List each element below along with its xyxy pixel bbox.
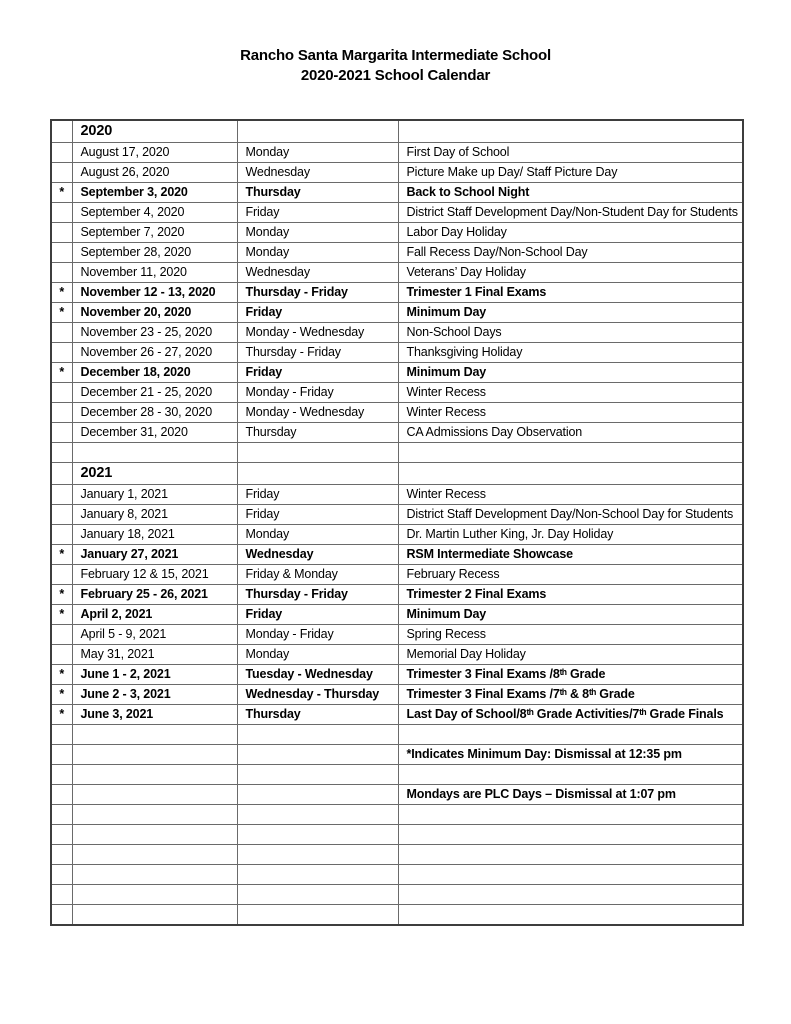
star-cell: * [51, 605, 72, 625]
star-cell [51, 565, 72, 585]
star-cell: * [51, 685, 72, 705]
calendar-row [51, 243, 743, 263]
event-cell: Trimester 2 Final Exams [398, 585, 743, 605]
empty-row [51, 865, 743, 885]
calendar-row [51, 605, 743, 625]
day-cell [237, 865, 398, 885]
date-cell: January 18, 2021 [72, 525, 237, 545]
star-cell [51, 645, 72, 665]
date-cell [72, 725, 237, 745]
empty-row [51, 885, 743, 905]
event-cell: Memorial Day Holiday [398, 645, 743, 665]
day-cell [237, 463, 398, 485]
event-cell [398, 120, 743, 143]
date-cell: September 3, 2020 [72, 183, 237, 203]
star-cell [51, 485, 72, 505]
day-cell: Wednesday [237, 545, 398, 565]
day-cell: Wednesday - Thursday [237, 685, 398, 705]
calendar-row [51, 163, 743, 183]
calendar-row [51, 665, 743, 685]
date-cell: January 1, 2021 [72, 485, 237, 505]
calendar-row [51, 323, 743, 343]
date-cell: June 2 - 3, 2021 [72, 685, 237, 705]
event-cell [398, 765, 743, 785]
event-cell [398, 865, 743, 885]
date-cell: November 11, 2020 [72, 263, 237, 283]
day-cell: Friday & Monday [237, 565, 398, 585]
star-cell [51, 323, 72, 343]
day-cell [237, 120, 398, 143]
event-cell: Dr. Martin Luther King, Jr. Day Holiday [398, 525, 743, 545]
calendar-row [51, 403, 743, 423]
day-cell [237, 765, 398, 785]
day-cell: Tuesday - Wednesday [237, 665, 398, 685]
event-cell: Spring Recess [398, 625, 743, 645]
star-cell: * [51, 363, 72, 383]
event-cell [398, 825, 743, 845]
event-cell: Trimester 3 Final Exams /8ᵗʰ Grade [398, 665, 743, 685]
date-cell: December 21 - 25, 2020 [72, 383, 237, 403]
event-cell [398, 463, 743, 485]
calendar-row [51, 565, 743, 585]
star-cell [51, 805, 72, 825]
calendar-row [51, 343, 743, 363]
empty-row [51, 805, 743, 825]
calendar-row [51, 223, 743, 243]
day-cell: Thursday [237, 423, 398, 443]
day-cell [237, 885, 398, 905]
star-cell [51, 525, 72, 545]
event-cell: Veterans’ Day Holiday [398, 263, 743, 283]
event-cell: District Staff Development Day/Non-School Day for Students [398, 505, 743, 525]
date-cell: November 12 - 13, 2020 [72, 283, 237, 303]
star-cell [51, 845, 72, 865]
date-cell: April 2, 2021 [72, 605, 237, 625]
day-cell: Wednesday [237, 163, 398, 183]
day-cell [237, 905, 398, 926]
day-cell [237, 825, 398, 845]
star-cell [51, 745, 72, 765]
star-cell [51, 383, 72, 403]
day-cell [237, 745, 398, 765]
event-cell: Winter Recess [398, 485, 743, 505]
star-cell [51, 765, 72, 785]
calendar-row [51, 625, 743, 645]
star-cell: * [51, 705, 72, 725]
event-cell [398, 905, 743, 926]
calendar-table-body [51, 120, 743, 925]
date-cell: December 18, 2020 [72, 363, 237, 383]
day-cell: Monday - Friday [237, 625, 398, 645]
star-cell [51, 203, 72, 223]
calendar-row [51, 705, 743, 725]
date-cell: April 5 - 9, 2021 [72, 625, 237, 645]
calendar-row [51, 685, 743, 705]
star-cell: * [51, 665, 72, 685]
document-header [0, 0, 791, 86]
empty-row [51, 825, 743, 845]
star-cell [51, 825, 72, 845]
star-cell [51, 865, 72, 885]
date-cell: November 20, 2020 [72, 303, 237, 323]
empty-row [51, 443, 743, 463]
calendar-row [51, 505, 743, 525]
calendar-row [51, 203, 743, 223]
calendar-row [51, 383, 743, 403]
day-cell: Friday [237, 303, 398, 323]
event-cell: Minimum Day [398, 605, 743, 625]
event-cell: Picture Make up Day/ Staff Picture Day [398, 163, 743, 183]
star-cell [51, 343, 72, 363]
event-cell: Winter Recess [398, 383, 743, 403]
calendar-row [51, 283, 743, 303]
event-cell: Mondays are PLC Days – Dismissal at 1:07 pm [398, 785, 743, 805]
event-cell: CA Admissions Day Observation [398, 423, 743, 443]
year-header-row [51, 120, 743, 143]
day-cell [237, 845, 398, 865]
date-cell: February 25 - 26, 2021 [72, 585, 237, 605]
event-cell: *Indicates Minimum Day: Dismissal at 12:35 pm [398, 745, 743, 765]
date-cell [72, 885, 237, 905]
date-cell [72, 745, 237, 765]
event-cell: RSM Intermediate Showcase [398, 545, 743, 565]
event-cell: Trimester 1 Final Exams [398, 283, 743, 303]
star-cell [51, 120, 72, 143]
calendar-row [51, 183, 743, 203]
event-cell [398, 725, 743, 745]
day-cell: Monday [237, 525, 398, 545]
calendar-row [51, 585, 743, 605]
day-cell: Monday - Wednesday [237, 403, 398, 423]
star-cell [51, 263, 72, 283]
event-cell: Non-School Days [398, 323, 743, 343]
date-cell: June 3, 2021 [72, 705, 237, 725]
event-cell [398, 885, 743, 905]
star-cell [51, 463, 72, 485]
date-cell [72, 785, 237, 805]
star-cell [51, 443, 72, 463]
date-cell [72, 443, 237, 463]
note-row [51, 785, 743, 805]
note-row [51, 745, 743, 765]
empty-row [51, 905, 743, 926]
day-cell: Monday [237, 645, 398, 665]
day-cell: Monday [237, 143, 398, 163]
year-header-row [51, 463, 743, 485]
event-cell: Minimum Day [398, 303, 743, 323]
calendar-row [51, 143, 743, 163]
date-cell: September 7, 2020 [72, 223, 237, 243]
date-cell: February 12 & 15, 2021 [72, 565, 237, 585]
star-cell [51, 725, 72, 745]
event-cell: First Day of School [398, 143, 743, 163]
star-cell: * [51, 283, 72, 303]
event-cell [398, 443, 743, 463]
star-cell [51, 423, 72, 443]
calendar-row [51, 263, 743, 283]
day-cell: Thursday - Friday [237, 343, 398, 363]
event-cell: District Staff Development Day/Non-Student Day for Students [398, 203, 743, 223]
star-cell [51, 905, 72, 926]
date-cell [72, 805, 237, 825]
date-cell: August 17, 2020 [72, 143, 237, 163]
star-cell: * [51, 183, 72, 203]
calendar-row [51, 645, 743, 665]
star-cell [51, 143, 72, 163]
date-cell: December 28 - 30, 2020 [72, 403, 237, 423]
star-cell [51, 243, 72, 263]
event-cell [398, 845, 743, 865]
day-cell [237, 725, 398, 745]
event-cell: Fall Recess Day/Non-School Day [398, 243, 743, 263]
star-cell [51, 505, 72, 525]
date-cell: January 27, 2021 [72, 545, 237, 565]
date-cell: November 26 - 27, 2020 [72, 343, 237, 363]
day-cell: Monday [237, 223, 398, 243]
day-cell: Friday [237, 203, 398, 223]
date-cell: November 23 - 25, 2020 [72, 323, 237, 343]
day-cell: Monday - Friday [237, 383, 398, 403]
empty-row [51, 765, 743, 785]
date-cell [72, 865, 237, 885]
event-cell: February Recess [398, 565, 743, 585]
day-cell: Thursday [237, 705, 398, 725]
day-cell: Wednesday [237, 263, 398, 283]
star-cell [51, 223, 72, 243]
star-cell: * [51, 585, 72, 605]
empty-row [51, 845, 743, 865]
day-cell: Friday [237, 363, 398, 383]
day-cell: Friday [237, 605, 398, 625]
date-cell [72, 765, 237, 785]
day-cell: Thursday - Friday [237, 283, 398, 303]
event-cell: Minimum Day [398, 363, 743, 383]
day-cell [237, 443, 398, 463]
day-cell: Monday - Wednesday [237, 323, 398, 343]
date-cell: December 31, 2020 [72, 423, 237, 443]
day-cell [237, 805, 398, 825]
star-cell [51, 885, 72, 905]
school-name-title: Rancho Santa Margarita Intermediate School [240, 47, 551, 64]
date-cell [72, 845, 237, 865]
date-cell [72, 825, 237, 845]
empty-row [51, 725, 743, 745]
school-calendar-table [50, 119, 744, 926]
date-cell [72, 905, 237, 926]
calendar-row [51, 363, 743, 383]
event-cell: Back to School Night [398, 183, 743, 203]
star-cell [51, 785, 72, 805]
event-cell: Labor Day Holiday [398, 223, 743, 243]
star-cell [51, 403, 72, 423]
day-cell: Thursday [237, 183, 398, 203]
date-cell: 2021 [72, 463, 237, 485]
event-cell: Thanksgiving Holiday [398, 343, 743, 363]
date-cell: January 8, 2021 [72, 505, 237, 525]
event-cell [398, 805, 743, 825]
star-cell: * [51, 303, 72, 323]
calendar-row [51, 423, 743, 443]
day-cell: Friday [237, 505, 398, 525]
calendar-row [51, 525, 743, 545]
date-cell: 2020 [72, 120, 237, 143]
calendar-row [51, 485, 743, 505]
day-cell [237, 785, 398, 805]
day-cell: Friday [237, 485, 398, 505]
date-cell: June 1 - 2, 2021 [72, 665, 237, 685]
star-cell [51, 163, 72, 183]
calendar-row [51, 303, 743, 323]
date-cell: May 31, 2021 [72, 645, 237, 665]
day-cell: Monday [237, 243, 398, 263]
event-cell: Last Day of School/8ᵗʰ Grade Activities/7ᵗʰ Grade Finals [398, 705, 743, 725]
event-cell: Trimester 3 Final Exams /7ᵗʰ & 8ᵗʰ Grade [398, 685, 743, 705]
event-cell: Winter Recess [398, 403, 743, 423]
date-cell: August 26, 2020 [72, 163, 237, 183]
day-cell: Thursday - Friday [237, 585, 398, 605]
date-cell: September 4, 2020 [72, 203, 237, 223]
date-cell: September 28, 2020 [72, 243, 237, 263]
star-cell: * [51, 545, 72, 565]
calendar-row [51, 545, 743, 565]
star-cell [51, 625, 72, 645]
calendar-title: 2020-2021 School Calendar [300, 67, 491, 84]
